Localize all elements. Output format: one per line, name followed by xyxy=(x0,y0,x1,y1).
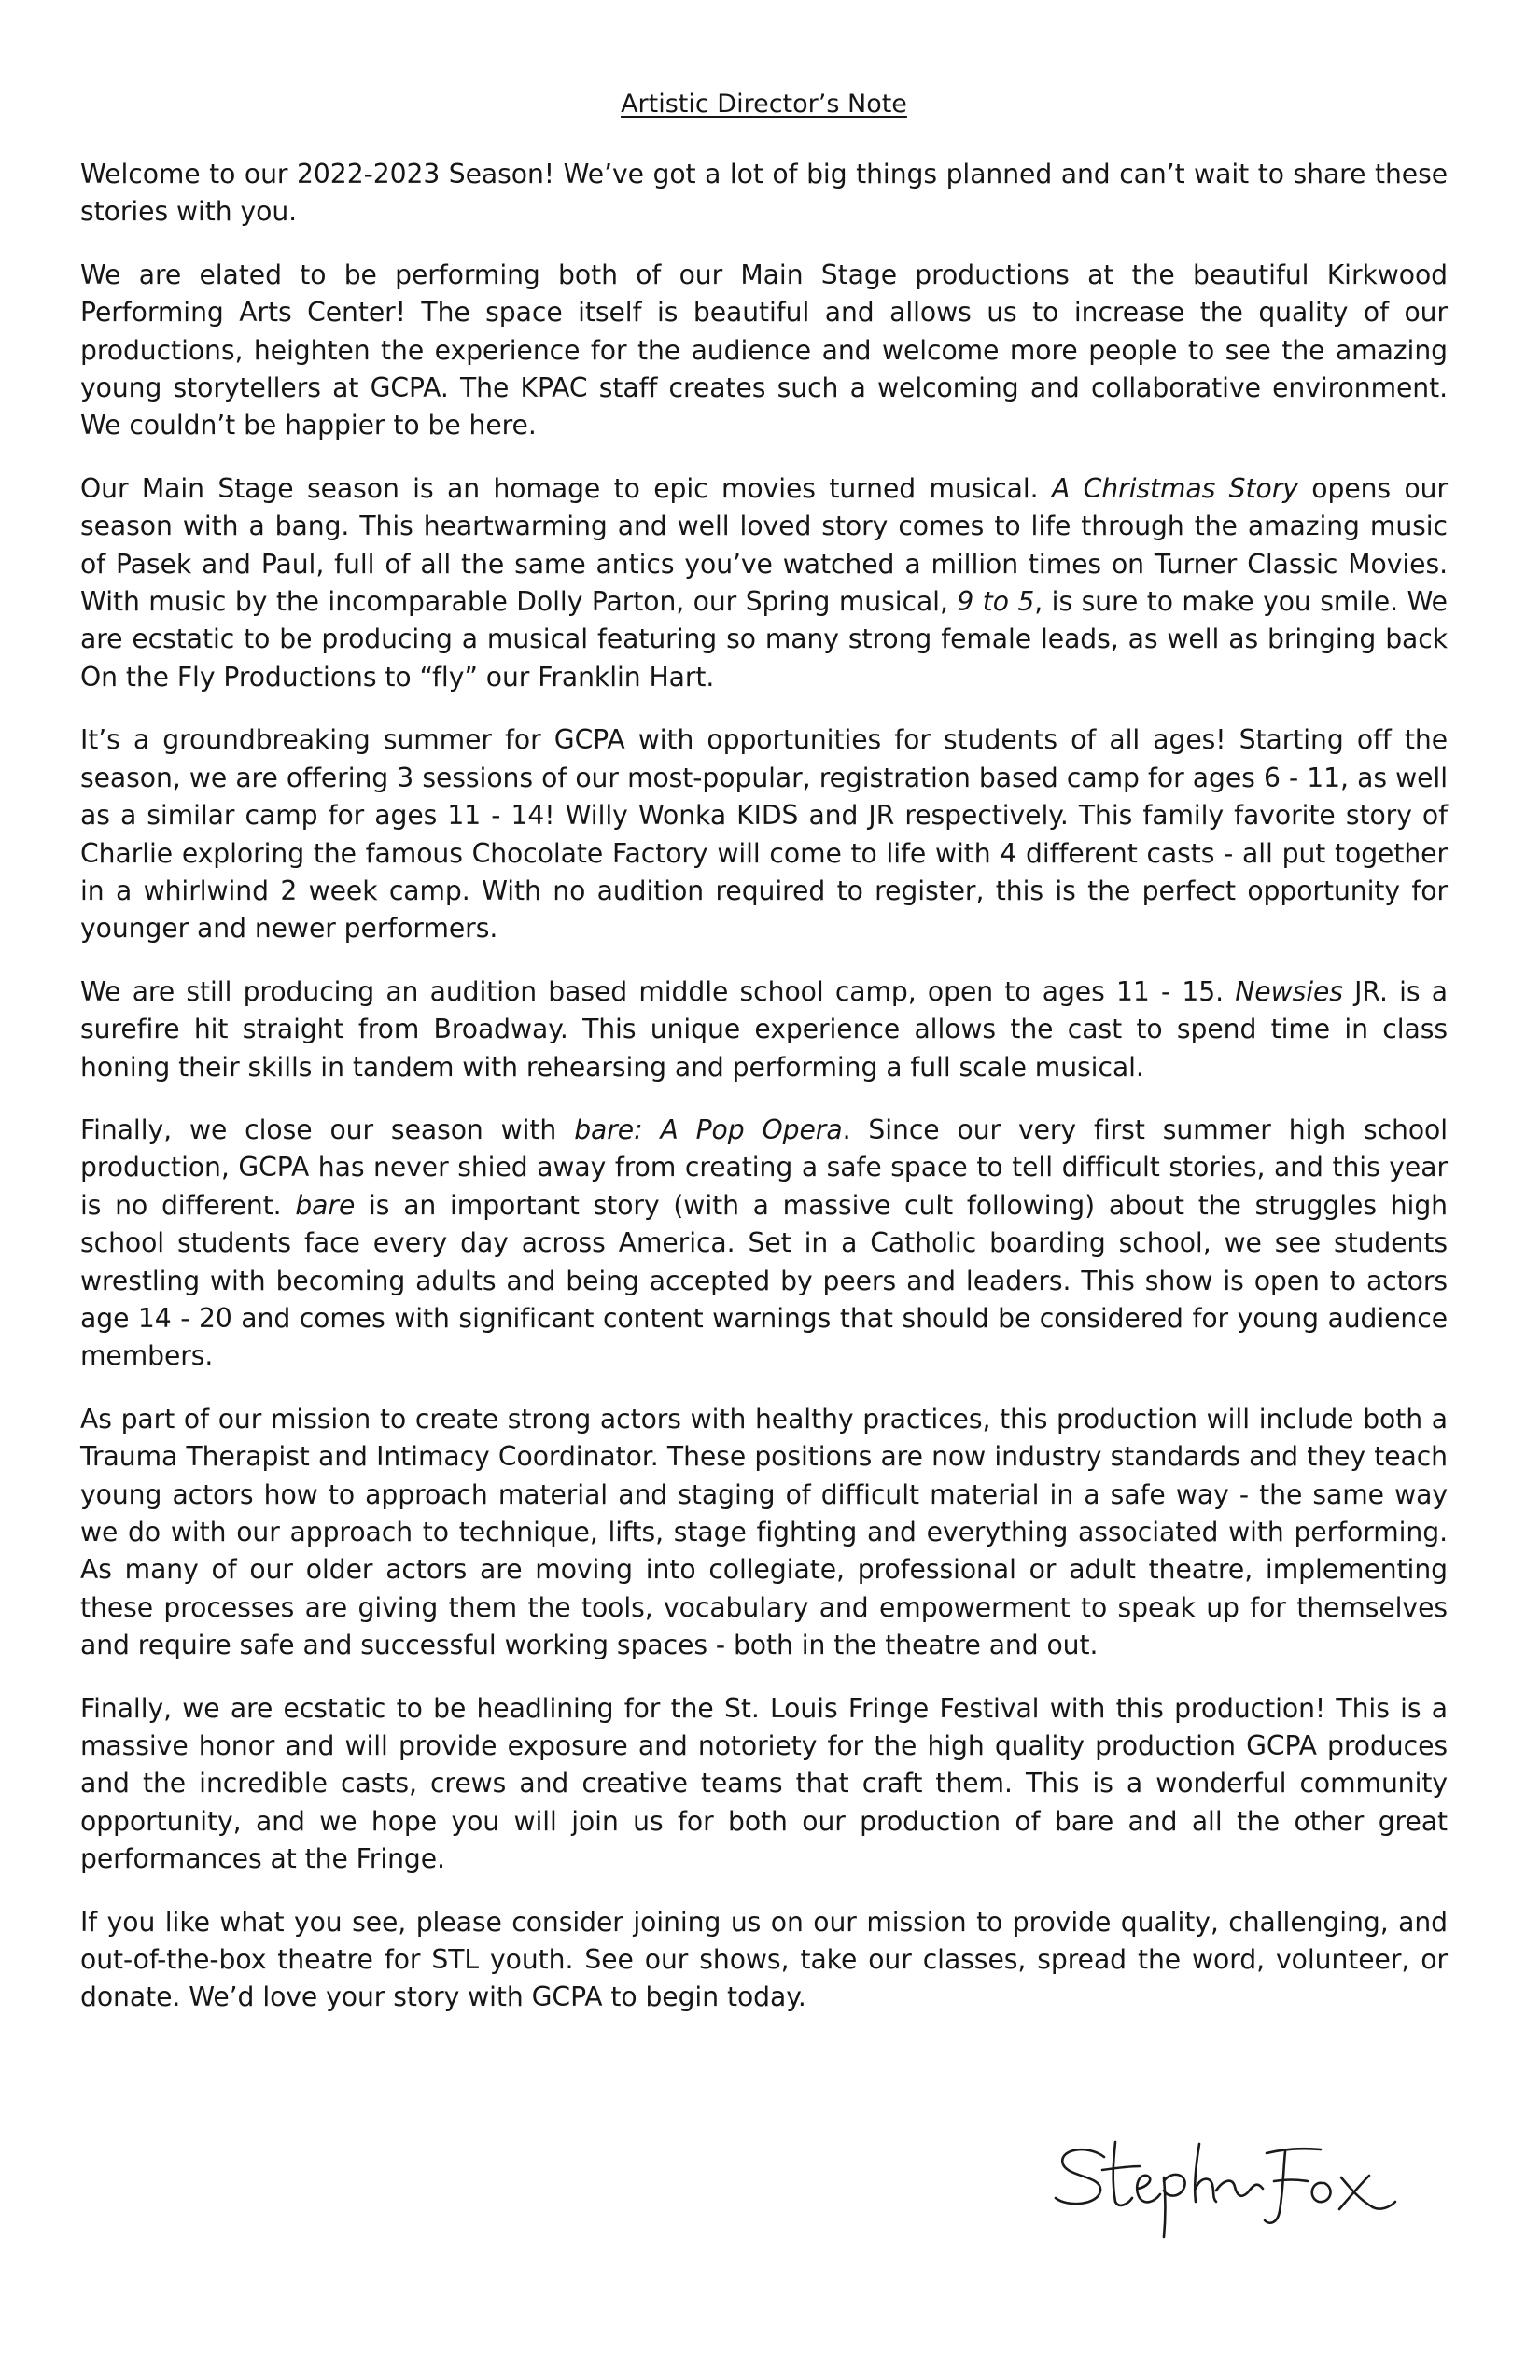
paragraph-text: opens our season with a bang. This heartwarming and well loved story comes to life through the amazing music of Pasek and Paul, full of all the same antics you’ve watched a million times on Turner Classic Movies. With music by the incomparable Dolly Parton, our Spring musical, xyxy=(80,472,1449,618)
body-paragraph xyxy=(80,470,1448,696)
body-paragraph xyxy=(80,156,1448,231)
body-paragraph xyxy=(80,1690,1448,1879)
italic-title-text: bare xyxy=(295,1189,356,1221)
paragraph-text: Finally, we close our season with xyxy=(80,1113,575,1145)
paragraph-text: Our Main Stage season is an homage to epic movies turned musical. xyxy=(80,472,1052,504)
signature xyxy=(1050,2133,1400,2245)
body-paragraph xyxy=(80,257,1448,445)
paragraph-text: If you like what you see, please consider joining us on our mission to provide quality, challenging, and out-of-the-box theatre for STL youth. See our shows, take our classes, spread the word, volunteer, or donate. We’d love your story with GCPA to begin today. xyxy=(80,1906,1448,2013)
italic-title-text: A Christmas Story xyxy=(1051,472,1298,504)
paragraph-text: As part of our mission to create strong actors with healthy practices, this production will include both a Trauma Therapist and Intimacy Coordinator. These positions are now industry standards and they teach young actors how to approach material and staging of difficult material in a safe way - the same way we do with our approach to technique, lifts, stage fighting and everything associated with performing. As many of our older actors are moving into collegiate, professional or adult theatre, implementing these processes are giving them the tools, vocabulary and empowerment to speak up for themselves and require safe and successful working spaces - both in the theatre and out. xyxy=(80,1403,1448,1661)
paragraph-text: is an important story (with a massive cult following) about the struggles high school students face every day across America. Set in a Catholic boarding school, we see students wrestling with becoming adults and being accepted by peers and leaders. This show is open to actors age 14 - 20 and comes with significant content warnings that should be considered for young audience members. xyxy=(80,1189,1448,1372)
document-body xyxy=(80,156,1448,2017)
paragraph-text: , is sure to make you smile. We are ecstatic to be producing a musical featuring so many strong female leads, as well as bringing back On the Fly Productions to “fly” our Franklin Hart. xyxy=(80,586,1448,693)
page-title: Artistic Director’s Note xyxy=(621,90,907,119)
body-paragraph xyxy=(80,1112,1448,1376)
document-page xyxy=(80,90,1448,2042)
paragraph-text: JR. is a surefire hit straight from Broadway. This unique experience allows the cast to spend time in class honing their skills in tandem with rehearsing and performing a full scale musical. xyxy=(80,975,1448,1083)
paragraph-text: We are still producing an audition based middle school camp, open to ages 11 - 15. xyxy=(80,975,1236,1007)
italic-title-text: bare: A Pop Opera xyxy=(574,1113,843,1145)
paragraph-text: Welcome to our 2022-2023 Season! We’ve got a lot of big things planned and can’t wait to share these stories with you. xyxy=(80,159,1448,228)
italic-title-text: Newsies xyxy=(1235,975,1343,1007)
body-paragraph xyxy=(80,1401,1448,1665)
paragraph-text: We are elated to be performing both of our Main Stage productions at the beautiful Kirkwood Performing Arts Center! The space itself is beautiful and allows us to increase the quality of our productions, heighten the experience for the audience and welcome more people to see the amazing young storytellers at GCPA. The KPAC staff creates such a welcoming and collaborative environment. We couldn’t be happier to be here. xyxy=(80,259,1448,441)
body-paragraph xyxy=(80,721,1448,947)
paragraph-text: . Since our very first summer high school production, GCPA has never shied away from creating a safe space to tell difficult stories, and this year is no different. xyxy=(80,1113,1449,1221)
paragraph-text: It’s a groundbreaking summer for GCPA with opportunities for students of all ages! Starting off the season, we are offering 3 sessions of our most-popular, registration based camp for ages 6 - 11, as well as a similar camp for ages 11 - 14! Willy Wonka KIDS and JR respectively. This family favorite story of Charlie exploring the famous Chocolate Factory will come to life with 4 different casts - all put together in a whirlwind 2 week camp. With no audition required to register, this is the perfect opportunity for younger and newer performers. xyxy=(80,724,1448,945)
italic-title-text: 9 to 5 xyxy=(957,586,1035,618)
body-paragraph xyxy=(80,1904,1448,2017)
signature-image xyxy=(1050,2133,1400,2245)
body-paragraph xyxy=(80,973,1448,1086)
paragraph-text: Finally, we are ecstatic to be headlining for the St. Louis Fringe Festival with this production! This is a massive honor and will provide exposure and notoriety for the high quality production GCPA produces and the incredible casts, crews and creative teams that craft them. This is a wonderful community opportunity, and we hope you will join us for both our production of bare and all the other great performances at the Fringe. xyxy=(80,1692,1448,1875)
